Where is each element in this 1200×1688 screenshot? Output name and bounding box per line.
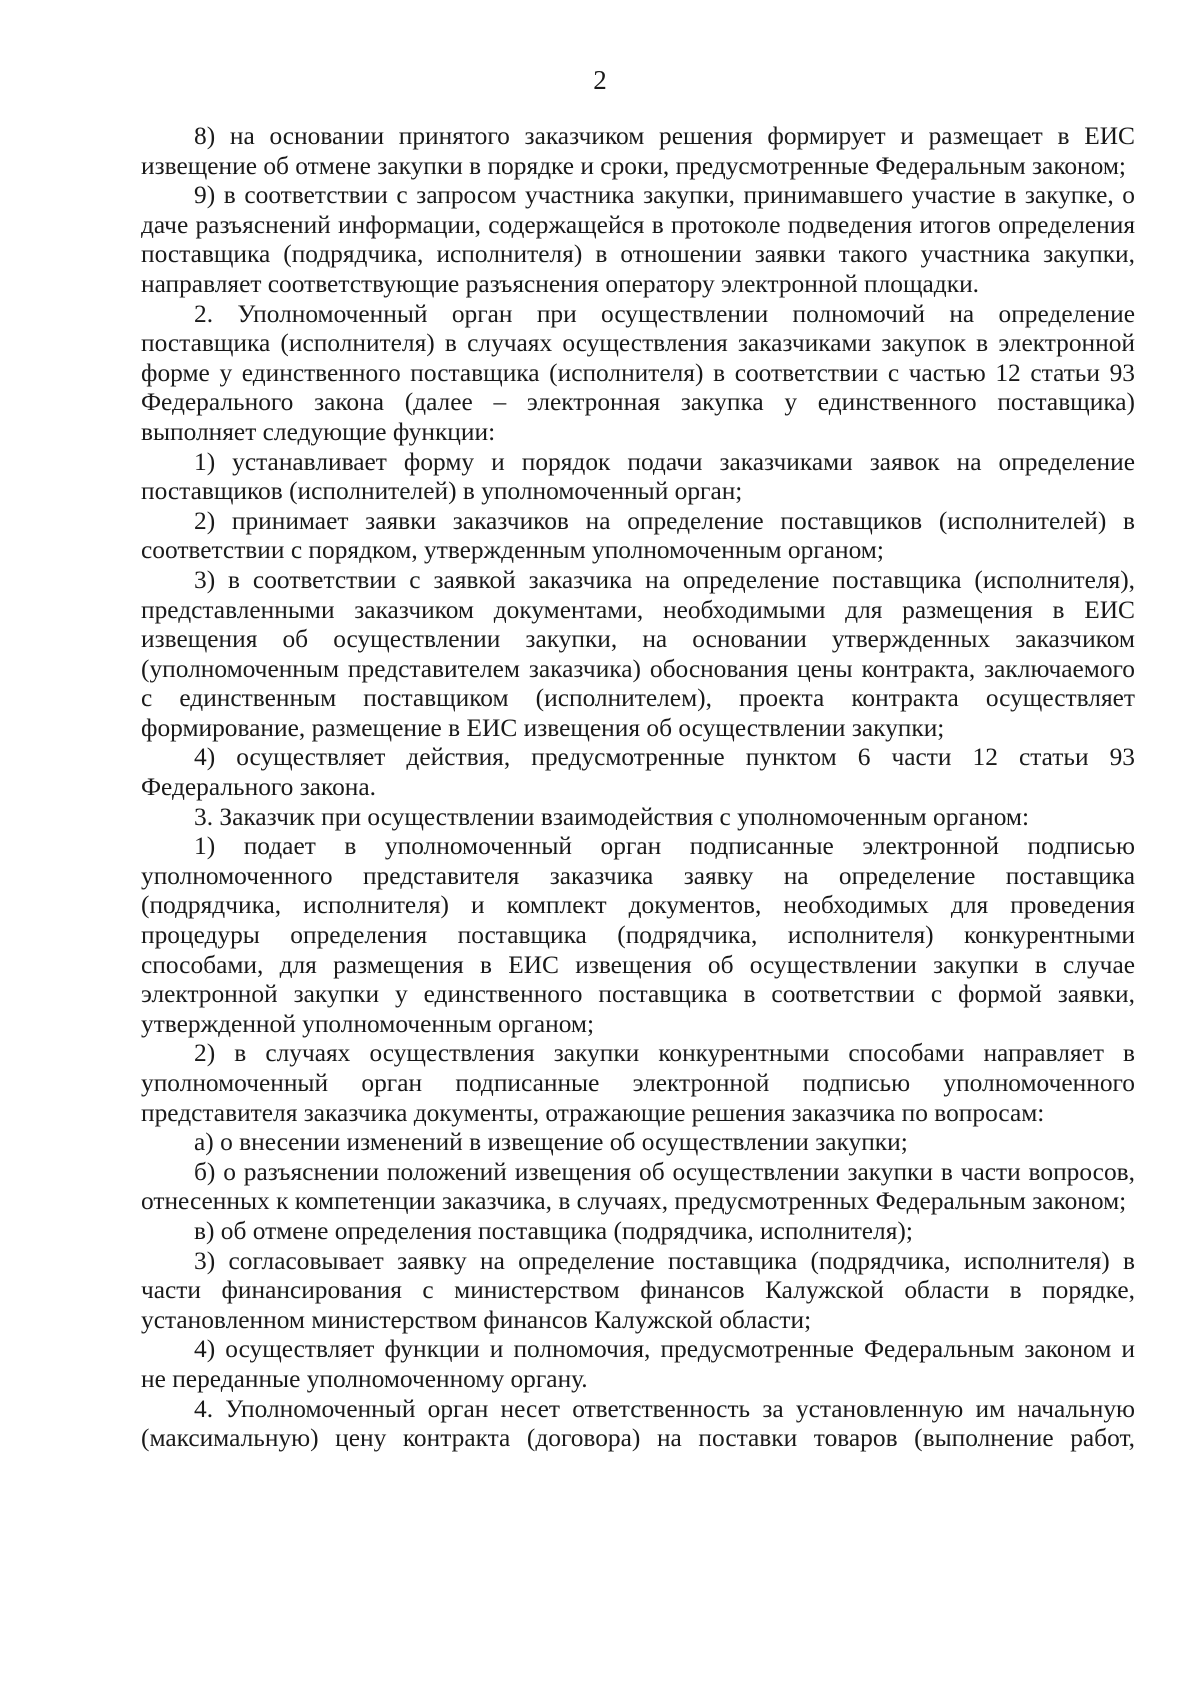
paragraph-item-8: 8) на основании принятого заказчиком решения формирует и размещает в ЕИС извещение об отмене закупки в порядке и сроки, предусмотренные Федеральным законом; [141,122,1135,180]
paragraph-section-3-item-4: 4) осуществляет функции и полномочия, предусмотренные Федеральным законом и не переданные уполномоченному органу. [141,1335,1135,1393]
paragraph-section-3-item-1: 1) подает в уполномоченный орган подписанные электронной подписью уполномоченного представителя заказчика заявку на определение поставщика (подрядчика, исполнителя) и комплект документов, необходимых для проведения процедуры определения поставщика (подрядчика, исполнителя) конкурентными способами, для размещения в ЕИС извещения об осуществлении закупки в случае электронной закупки у единственного поставщика в соответствии с формой заявки, утвержденной уполномоченным органом; [141,832,1135,1038]
paragraph-section-4: 4. Уполномоченный орган несет ответственность за установленную им начальную (максимальную) цену контракта (договора) на поставки товаров (выполнение работ, [141,1394,1135,1453]
paragraph-item-9: 9) в соответствии с запросом участника закупки, принимавшего участие в закупке, о даче разъяснений информации, содержащейся в протоколе подведения итогов определения поставщика (подрядчика, исполнителя) в отношении заявки такого участника закупки, направляет соответствующие разъяснения оператору электронной площадки. [141,181,1135,298]
paragraph-section-2-item-4: 4) осуществляет действия, предусмотренные пунктом 6 части 12 статьи 93 Федерального закона. [141,743,1135,802]
paragraph-section-2-item-1: 1) устанавливает форму и порядок подачи заказчиками заявок на определение поставщиков (исполнителей) в уполномоченный орган; [141,447,1135,506]
paragraph-section-3-item-3: 3) согласовывает заявку на определение поставщика (подрядчика, исполнителя) в части финансирования с министерством финансов Калужской области в порядке, установленном министерством финансов Калужской области; [141,1246,1135,1334]
paragraph-section-2-item-3: 3) в соответствии с заявкой заказчика на определение поставщика (исполнителя), представленными заказчиком документами, необходимыми для размещения в ЕИС извещения об осуществлении закупки, на основании утвержденных заказчиком (уполномоченным представителем заказчика) обоснования цены контракта, заключаемого с единственным поставщиком (исполнителем), проекта контракта осуществляет формирование, размещение в ЕИС извещения об осуществлении закупки; [141,565,1135,742]
paragraph-section-3-item-2: 2) в случаях осуществления закупки конкурентными способами направляет в уполномоченный орган подписанные электронной подписью уполномоченного представителя заказчика документы, отражающие решения заказчика по вопросам: [141,1039,1135,1127]
paragraph-section-2: 2. Уполномоченный орган при осуществлении полномочий на определение поставщика (исполнителя) в случаях осуществления заказчиками закупок в электронной форме у единственного поставщика (исполнителя) в соответствии с частью 12 статьи 93 Федерального закона (далее – электронная закупка у единственного поставщика) выполняет следующие функции: [141,299,1135,446]
paragraph-section-2-item-2: 2) принимает заявки заказчиков на определение поставщиков (исполнителей) в соответствии с порядком, утвержденным уполномоченным органом; [141,506,1135,565]
paragraph-section-3: 3. Заказчик при осуществлении взаимодействия с уполномоченным органом: [194,802,1030,831]
paragraph-subitem-a: а) о внесении изменений в извещение об осуществлении закупки; [194,1128,908,1157]
paragraph-subitem-v: в) об отмене определения поставщика (подрядчика, исполнителя); [194,1216,913,1245]
document-body [141,122,1135,1454]
page-number: 2 [593,65,607,95]
paragraph-subitem-b: б) о разъяснении положений извещения об осуществлении закупки в части вопросов, отнесенных к компетенции заказчика, в случаях, предусмотренных Федеральным законом; [141,1157,1135,1216]
